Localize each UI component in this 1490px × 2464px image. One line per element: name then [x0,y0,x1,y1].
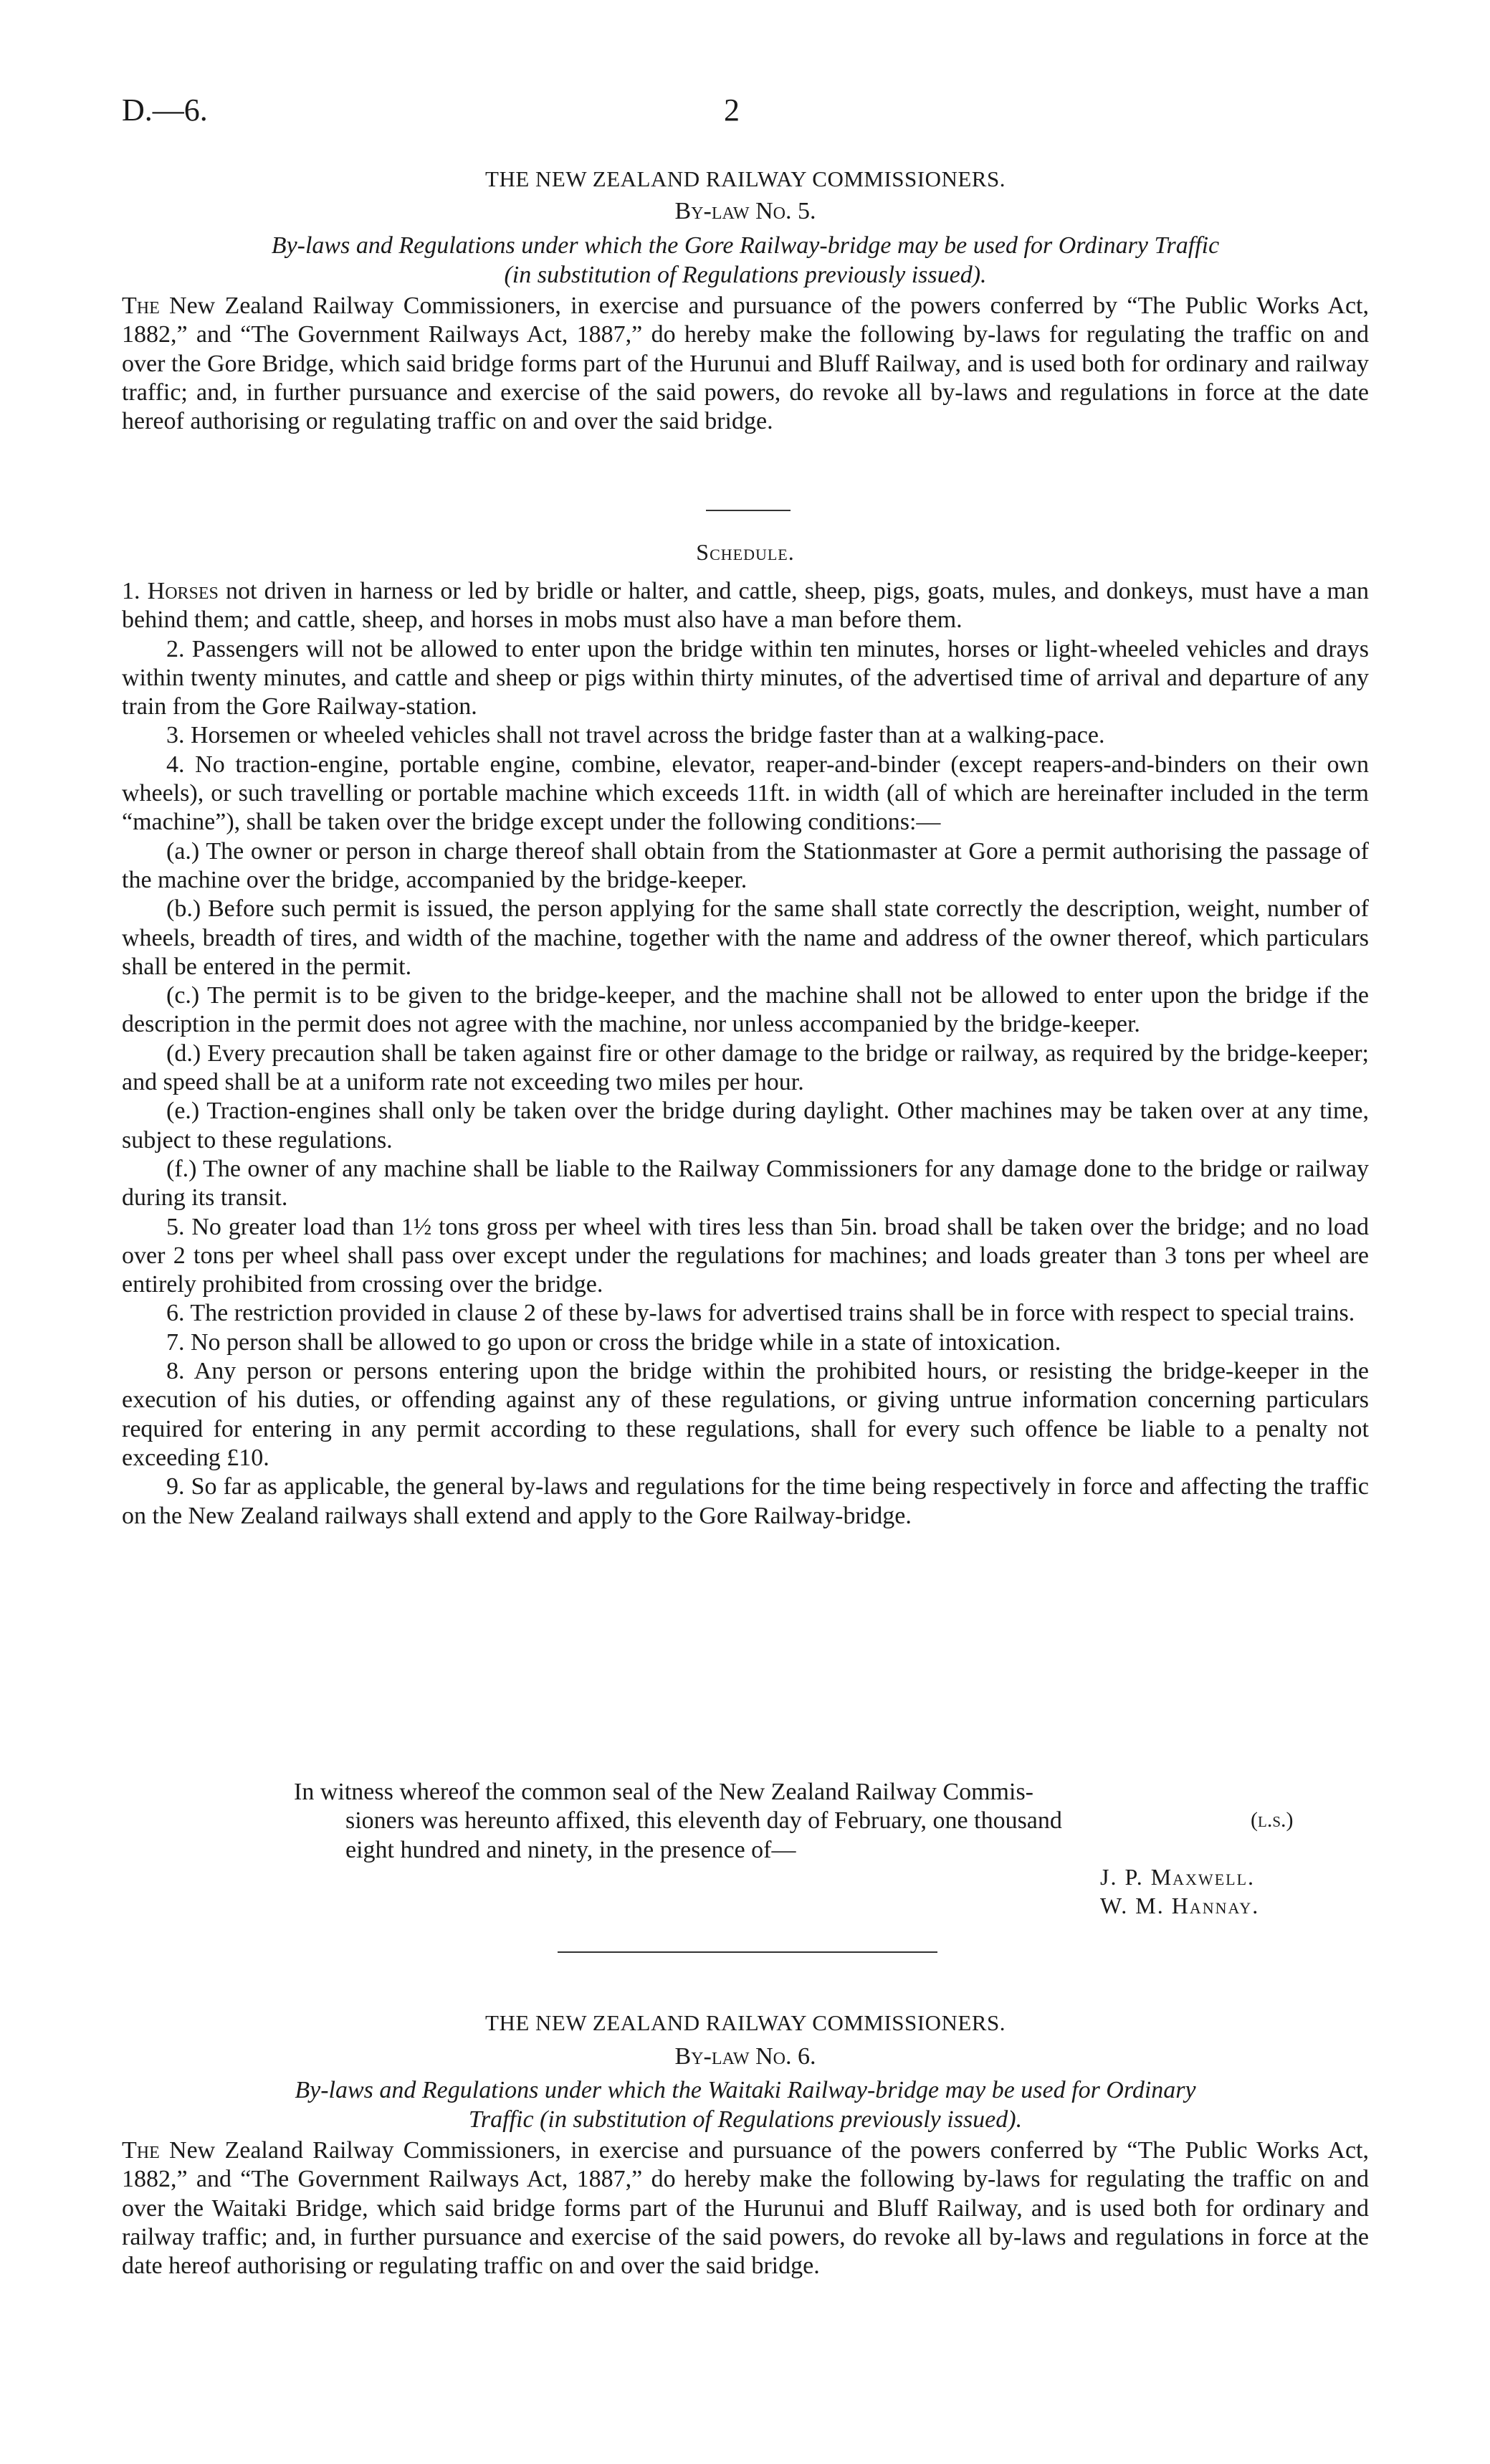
clause-8: 8. Any person or persons entering upon the bridge within the prohibited hours, or resisting the bridge-keeper in the execution of his duties, or offending against any of these regulations, or giving untrue information concerning particulars required for entering in any permit according to these regulations, shall for every such offence be liable to a penalty not exceeding £10. [122,1358,1369,1471]
bylaw6-preamble-lead: The [122,2137,160,2164]
bylaw6-preamble-text: New Zealand Railway Commissioners, in exercise and pursuance of the powers conferred by “The Public Works Act, 1882,” and “The Government Railways Act, 1887,” do hereby make the following by-laws for regulating the traffic on and over the Waitaki Bridge, which said bridge forms part of the Hurunui and Bluff Railway, and is used both for ordinary and railway traffic; and, in further pursuance and exercise of the said powers, do revoke all by-laws and regulations in force at the date hereof authorising or regulating traffic on and over the said bridge. [122,2137,1369,2280]
witness-line-2: sioners was hereunto affixed, this eleventh day of February, one thousand [345,1807,1062,1835]
bylaw5-preamble-lead: The [122,292,160,319]
clause-6: 6. The restriction provided in clause 2 of these by-laws for advertised trains shall be in force with respect to special trains. [166,1300,1355,1327]
clause-3: 3. Horsemen or wheeled vehicles shall not travel across the bridge faster than at a walking-pace. [166,722,1105,749]
signatory-2: W. M. Hannay. [1100,1893,1260,1918]
witness-line-3: eight hundred and ninety, in the presence of— [345,1836,796,1863]
bylaw5-preamble-text: New Zealand Railway Commissioners, in exercise and pursuance of the powers conferred by “The Public Works Act, 1882,” and “The Government Railways Act, 1887,” do hereby make the following by-laws for regulating the traffic on and over the Gore Bridge, which said bridge forms part of the Hurunui and Bluff Railway, and is used both for ordinary and railway traffic; and, in further pursuance and exercise of the said powers, do revoke all by-laws and regulations in force at the date hereof authorising or regulating traffic on and over the said bridge. [122,292,1369,435]
bylaw6-subtitle-line-2: Traffic (in substitution of Regulations previously issued). [468,2106,1023,2133]
bylaw5-number: By-law No. 5. [674,198,816,224]
schedule-heading: Schedule. [696,539,795,565]
page-number: 2 [724,92,740,128]
bylaw5-preamble [122,292,1369,436]
section-divider [558,1951,937,1953]
bylaw5-org-heading: THE NEW ZEALAND RAILWAY COMMISSIONERS. [485,166,1006,191]
clause-4e: (e.) Traction-engines shall only be taken over the bridge during daylight. Other machines may be taken over at any time, subject to these regulations. [122,1098,1369,1153]
bylaw6-subtitle [122,2075,1369,2134]
clause-7: 7. No person shall be allowed to go upon or cross the bridge while in a state of intoxication. [166,1328,1061,1356]
section-divider [706,510,791,511]
witness-clause [294,1778,1312,1865]
clause-4a: (a.) The owner or person in charge thereof shall obtain from the Stationmaster at Gore a permit authorising the passage of the machine over the bridge, accompanied by the bridge-keeper. [122,837,1369,893]
bylaw6-subtitle-line-1: By-laws and Regulations under which the Waitaki Railway-bridge may be used for Ordinary [295,2077,1196,2103]
bylaw5-subtitle-line-1: By-laws and Regulations under which the Gore Railway-bridge may be used for Ordinary Traffic [271,232,1220,259]
clause-5: 5. No greater load than 1½ tons gross per wheel with tires less than 5in. broad shall be taken over the bridge; and no load over 2 tons per wheel shall pass over except under the regulations for machines; and loads greater than 3 tons per wheel are entirely prohibited from crossing over the bridge. [122,1213,1369,1298]
clause-4b: (b.) Before such permit is issued, the person applying for the same shall state correctly the description, weight, number of wheels, breadth of tires, and width of the machine, together with the name and address of the owner thereof, which particulars shall be entered in the permit. [122,895,1369,980]
bylaw6-org-heading: THE NEW ZEALAND RAILWAY COMMISSIONERS. [485,2010,1006,2035]
bylaw6-number: By-law No. 6. [674,2043,816,2070]
clause-2: 2. Passengers will not be allowed to enter upon the bridge within ten minutes, horses or light-wheeled vehicles and drays within twenty minutes, and cattle and sheep or pigs within thirty minutes, of the advertised time of arrival and departure of any train from the Gore Railway-station. [122,635,1369,720]
seal-mark: (l.s.) [1251,1808,1294,1832]
document-reference: D.—6. [122,92,208,128]
clause-4: 4. No traction-engine, portable engine, combine, elevator, reaper-and-binder (except reapers-and-binders on their own wheels), or such travelling or portable machine which exceeds 11ft. in width (all of which are hereinafter included in the term “machine”), shall be taken over the bridge except under the following conditions:— [122,751,1369,836]
clause-1: 1. Horses not driven in harness or led by bridle or halter, and cattle, sheep, pigs, goats, mules, and donkeys, must have a man behind them; and cattle, sheep, and horses in mobs must also have a man before them. [122,578,1369,634]
clause-9: 9. So far as applicable, the general by-laws and regulations for the time being respectively in force and affecting the traffic on the New Zealand railways shall extend and apply to the Gore Railway-bridge. [122,1473,1369,1529]
witness-line-1: In witness whereof the common seal of the New Zealand Railway Commis- [294,1779,1034,1805]
bylaw5-subtitle-line-2: (in substitution of Regulations previously issued). [504,262,987,288]
bylaw6-preamble [122,2136,1369,2280]
bylaw5-subtitle [122,231,1369,290]
clause-4d: (d.) Every precaution shall be taken against fire or other damage to the bridge or railway, as required by the bridge-keeper; and speed shall be at a uniform rate not exceeding two miles per hour. [122,1040,1369,1096]
signatory-1: J. P. Maxwell. [1100,1864,1256,1890]
clause-4c: (c.) The permit is to be given to the bridge-keeper, and the machine shall not be allowed to enter upon the bridge if the description in the permit does not agree with the machine, nor unless accompanied by the bridge-keeper. [122,982,1369,1038]
schedule-clauses [122,577,1369,1531]
clause-4f: (f.) The owner of any machine shall be liable to the Railway Commissioners for any damage done to the bridge or railway during its transit. [122,1155,1369,1212]
